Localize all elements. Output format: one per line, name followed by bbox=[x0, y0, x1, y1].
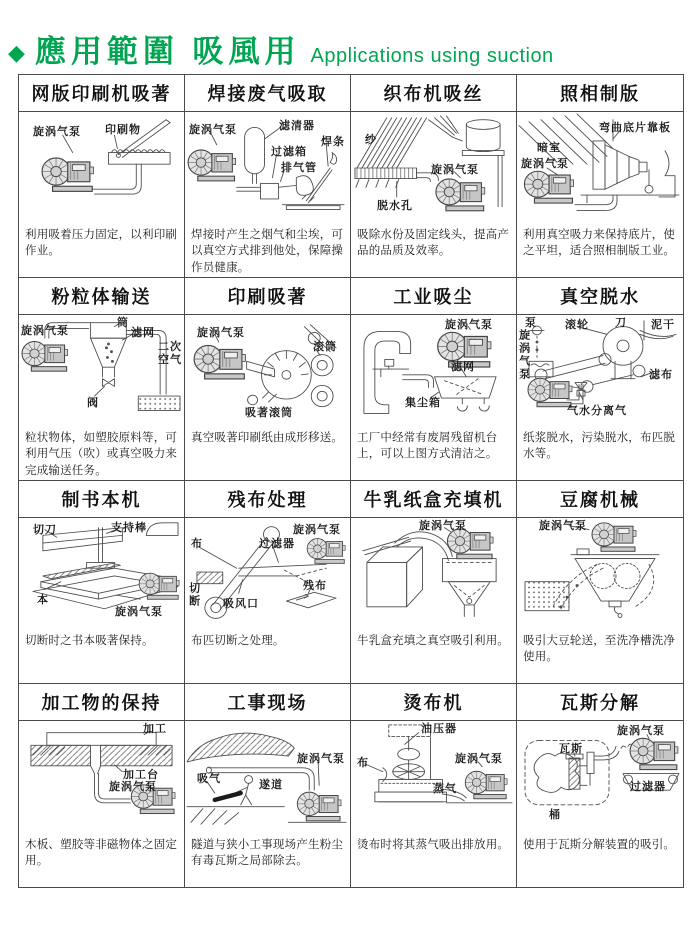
cell-description: 焊接时产生之烟气和尘埃，可以真空方式排到他处，保障操作员健康。 bbox=[191, 229, 344, 274]
diagram-label: 旋涡气泵 bbox=[521, 158, 569, 170]
diagram-label: 旋涡气泵 bbox=[33, 126, 81, 138]
vortex-blower-icon bbox=[630, 738, 678, 769]
diagram-label: 筒 bbox=[117, 317, 129, 329]
diagram-label: 过滤箱 bbox=[271, 146, 307, 158]
cell-description: 使用于瓦斯分解装置的吸引。 bbox=[523, 839, 676, 851]
cell-diagram bbox=[19, 112, 184, 224]
diagram-label: 弯曲底片靠板 bbox=[599, 122, 671, 134]
cell-diagram bbox=[517, 315, 683, 427]
vortex-blower-icon bbox=[528, 378, 572, 406]
diagram-label: 油压器 bbox=[421, 723, 457, 735]
diagram-label: 旋涡气泵 bbox=[617, 725, 665, 737]
cell-diagram bbox=[19, 721, 184, 834]
vortex-blower-icon bbox=[465, 771, 507, 798]
vortex-blower-icon bbox=[297, 792, 341, 821]
app-cell bbox=[517, 75, 683, 278]
diagram-label: 滤网 bbox=[131, 327, 155, 339]
diagram-label: 滤网 bbox=[451, 361, 475, 373]
cell-description: 利用吸着压力固定，以利印刷作业。 bbox=[25, 229, 178, 258]
cell-title: 加工物的保持 bbox=[19, 684, 184, 721]
cell-diagram-drawing bbox=[19, 721, 184, 834]
diagram-label: 过滤器 bbox=[630, 781, 666, 793]
diagram-label: 纱 bbox=[365, 134, 377, 146]
cell-title: 粉粒体输送 bbox=[19, 278, 184, 315]
cell-diagram bbox=[351, 112, 516, 224]
diagram-label: 加工 bbox=[143, 723, 167, 735]
cell-description: 粒状物体，如塑胶原料等，可利用气压（吹）或真空吸力来完成输送任务。 bbox=[25, 432, 178, 477]
app-cell bbox=[351, 684, 517, 887]
diamond-icon: ◆ bbox=[8, 40, 25, 65]
cell-diagram bbox=[185, 518, 350, 630]
diagram-label: 吸著滚筒 bbox=[245, 407, 293, 419]
cell-title: 制书本机 bbox=[19, 481, 184, 518]
app-cell bbox=[185, 75, 351, 278]
vortex-blower-icon bbox=[42, 158, 93, 191]
diagram-label: 印刷物 bbox=[105, 124, 141, 136]
cell-description: 牛乳盒充填之真空吸引利用。 bbox=[357, 635, 510, 647]
vortex-blower-icon bbox=[592, 523, 636, 551]
cell-diagram bbox=[517, 112, 683, 224]
diagram-label: 旋涡气泵 bbox=[419, 520, 467, 532]
diagram-label: 布 bbox=[357, 757, 369, 769]
app-cell bbox=[517, 278, 683, 481]
page-title-zh: 應用範圍 吸風用 bbox=[34, 34, 301, 69]
diagram-label: 旋涡气泵 bbox=[197, 327, 245, 339]
app-cell bbox=[19, 75, 185, 278]
cell-diagram-drawing bbox=[517, 518, 683, 630]
cell-description: 木板、塑胶等非磁物体之固定用。 bbox=[25, 839, 178, 868]
diagram-label: 阀 bbox=[87, 397, 99, 409]
app-cell bbox=[185, 278, 351, 481]
diagram-label: 滤布 bbox=[649, 369, 673, 381]
diagram-label: 排气管 bbox=[281, 162, 317, 174]
diagram-label: 旋涡气泵 bbox=[431, 164, 479, 176]
cell-diagram-drawing bbox=[517, 721, 683, 834]
app-cell bbox=[517, 481, 683, 684]
cell-diagram bbox=[185, 721, 350, 834]
cell-title: 瓦斯分解 bbox=[517, 684, 683, 721]
diagram-label: 过滤器 bbox=[259, 538, 295, 550]
cell-diagram bbox=[351, 721, 516, 834]
app-cell bbox=[19, 278, 185, 481]
diagram-label: 脱水孔 bbox=[377, 200, 413, 212]
app-cell bbox=[351, 75, 517, 278]
cell-diagram-drawing bbox=[351, 315, 516, 427]
cell-diagram bbox=[517, 721, 683, 834]
cell-diagram bbox=[351, 518, 516, 630]
cell-description: 吸除水份及固定线头，提高产品的品质及效率。 bbox=[357, 229, 510, 258]
vortex-blower-icon bbox=[194, 345, 245, 378]
cell-title: 工事现场 bbox=[185, 684, 350, 721]
diagram-label: 切断 bbox=[187, 582, 200, 608]
diagram-label: 支持棒 bbox=[111, 522, 147, 534]
diagram-label: 旋涡气泵 bbox=[539, 520, 587, 532]
cell-description: 隧道与狭小工事现场产生粉尘有毒瓦斯之局部除去。 bbox=[191, 839, 344, 868]
diagram-label: 旋涡气泵 bbox=[189, 124, 237, 136]
diagram-label: 旋涡气泵 bbox=[109, 781, 157, 793]
cell-diagram bbox=[19, 315, 184, 427]
diagram-label: 遂道 bbox=[259, 779, 283, 791]
vortex-blower-icon bbox=[188, 150, 236, 181]
cell-description: 烫布时将其蒸气吸出排放用。 bbox=[357, 839, 510, 851]
cell-title: 织布机吸丝 bbox=[351, 75, 516, 112]
cell-diagram bbox=[19, 518, 184, 630]
diagram-label: 蒸气 bbox=[433, 783, 457, 795]
cell-title: 印刷吸著 bbox=[185, 278, 350, 315]
page-title-en: Applications using suction bbox=[310, 45, 554, 67]
cell-diagram-drawing bbox=[351, 721, 516, 834]
diagram-label: 刀 bbox=[615, 317, 627, 329]
diagram-label: 本 bbox=[37, 594, 49, 606]
cell-diagram-drawing bbox=[351, 518, 516, 630]
diagram-label: 旋涡气泵 bbox=[297, 753, 345, 765]
cell-description: 切断时之书本吸著保持。 bbox=[25, 635, 154, 647]
diagram-label: 集尘箱 bbox=[405, 397, 441, 409]
diagram-label: 旋涡气泵 bbox=[517, 329, 530, 381]
cell-description: 利用真空吸力来保持底片，使之平坦，适合照相制版工业。 bbox=[523, 229, 676, 258]
cell-description: 工厂中经常有废屑残留机台上，可以上图方式清洁之。 bbox=[357, 432, 498, 461]
diagram-label: 二次空气 bbox=[158, 341, 182, 366]
cell-title: 焊接废气吸取 bbox=[185, 75, 350, 112]
vortex-blower-icon bbox=[139, 573, 179, 599]
diagram-label: 滚筒 bbox=[313, 341, 337, 353]
cell-diagram bbox=[185, 315, 350, 427]
diagram-label: 瓦斯 bbox=[559, 743, 583, 755]
cell-title: 工业吸尘 bbox=[351, 278, 516, 315]
page-header bbox=[0, 0, 700, 69]
diagram-label: 吸风口 bbox=[223, 598, 259, 610]
diagram-label: 滚轮 bbox=[565, 319, 589, 331]
cell-diagram bbox=[517, 518, 683, 630]
diagram-label: 焊条 bbox=[321, 136, 345, 148]
cell-title: 网版印刷机吸著 bbox=[19, 75, 184, 112]
cell-title: 残布处理 bbox=[185, 481, 350, 518]
vortex-blower-icon bbox=[524, 171, 573, 203]
diagram-label: 切刀 bbox=[33, 524, 57, 536]
diagram-label: 布 bbox=[191, 538, 203, 550]
app-cell bbox=[19, 481, 185, 684]
diagram-label: 旋涡气泵 bbox=[455, 753, 503, 765]
app-cell bbox=[185, 684, 351, 887]
diagram-label: 泵 bbox=[525, 317, 537, 329]
app-cell bbox=[19, 684, 185, 887]
diagram-label: 残布 bbox=[303, 580, 327, 592]
cell-title: 照相制版 bbox=[517, 75, 683, 112]
cell-diagram bbox=[351, 315, 516, 427]
app-cell bbox=[517, 684, 683, 887]
diagram-label: 桶 bbox=[549, 809, 561, 821]
diagram-label: 气水分离气 bbox=[567, 405, 627, 417]
cell-description: 纸浆脱水，污染脱水，布匹脱水等。 bbox=[523, 432, 676, 461]
diagram-label: 加工台 bbox=[123, 769, 159, 781]
diagram-label: 暗室 bbox=[537, 142, 561, 154]
vortex-blower-icon bbox=[436, 179, 485, 211]
cell-description: 布匹切断之处理。 bbox=[191, 635, 285, 647]
vortex-blower-icon bbox=[22, 341, 68, 371]
cell-title: 烫布机 bbox=[351, 684, 516, 721]
cell-description: 吸引大豆轮送，至洗净槽洗净使用。 bbox=[523, 635, 676, 664]
app-cell bbox=[185, 481, 351, 684]
cell-description: 真空吸著印刷纸由成形移送。 bbox=[191, 432, 344, 444]
diagram-label: 滤清器 bbox=[279, 120, 315, 132]
diagram-label: 旋涡气泵 bbox=[115, 606, 163, 618]
diagram-label: 吸气 bbox=[197, 773, 221, 785]
diagram-label: 旋涡气泵 bbox=[21, 325, 69, 337]
app-cell bbox=[351, 481, 517, 684]
cell-title: 豆腐机械 bbox=[517, 481, 683, 518]
vortex-blower-icon bbox=[447, 529, 493, 559]
app-cell bbox=[351, 278, 517, 481]
cell-title: 牛乳纸盒充填机 bbox=[351, 481, 516, 518]
diagram-label: 旋涡气泵 bbox=[293, 524, 341, 536]
applications-table bbox=[18, 74, 684, 888]
cell-diagram bbox=[185, 112, 350, 224]
vortex-blower-icon bbox=[307, 539, 345, 564]
cell-title: 真空脱水 bbox=[517, 278, 683, 315]
diagram-label: 旋涡气泵 bbox=[445, 319, 493, 331]
diagram-label: 泥干 bbox=[651, 319, 675, 331]
